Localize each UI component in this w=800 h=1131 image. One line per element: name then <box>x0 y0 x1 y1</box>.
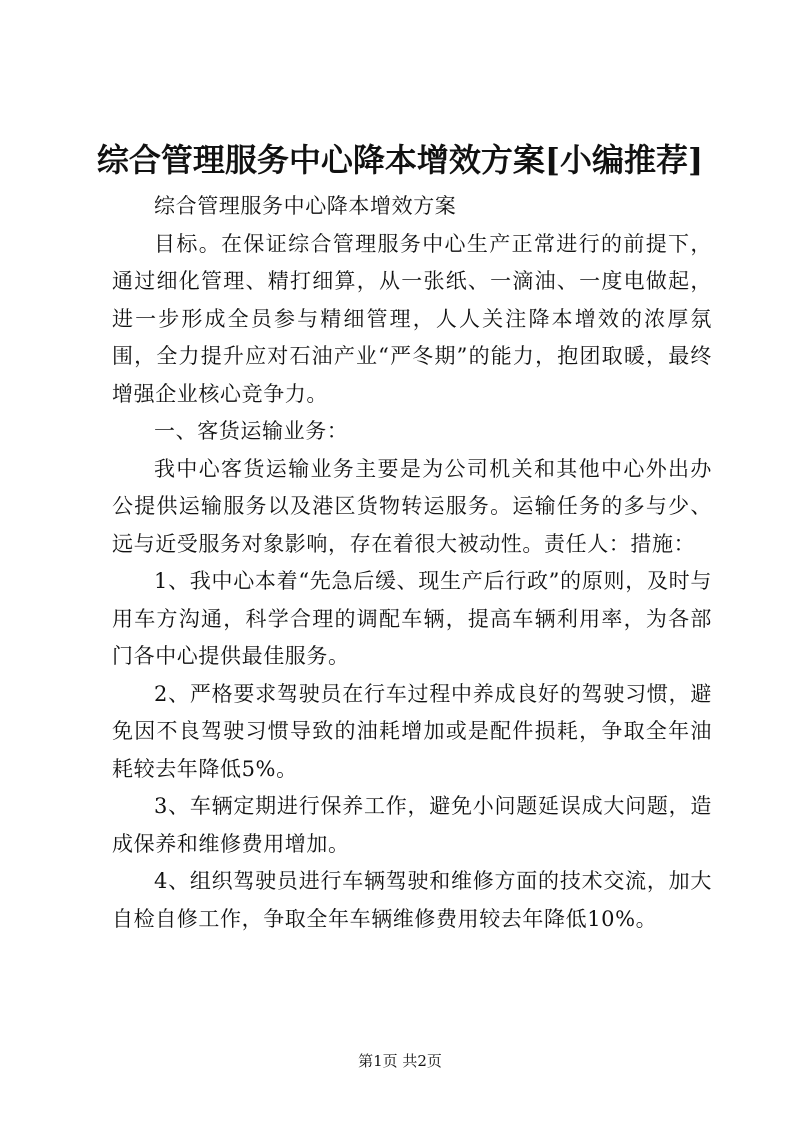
section-heading: 一、客货运输业务： <box>154 419 349 443</box>
subtitle-paragraph: 综合管理服务中心降本增效方案 <box>154 194 457 218</box>
document-title: 综合管理服务中心降本增效方案[小编推荐] <box>96 141 704 179</box>
goal-paragraph: 目标。在保证综合管理服务中心生产正常进行的前提下，通过细化管理、精打细算，从一张纸、一滴油、一度电做起，进一步形成全员参与精细管理，人人关注降本增效的浓厚氛围，全力提升应对石油产业“严冬期”的能力，抱团取暖，最终增强企业核心竞争力。 <box>112 231 712 406</box>
measure-3-paragraph: 3、车辆定期进行保养工作，避免小问题延误成大问题，造成保养和维修费用增加。 <box>112 794 712 856</box>
measure-2-paragraph: 2、严格要求驾驶员在行车过程中养成良好的驾驶习惯，避免因不良驾驶习惯导致的油耗增加或是配件损耗，争取全年油耗较去年降低5%。 <box>112 681 712 781</box>
document-body <box>112 188 712 938</box>
measure-1-paragraph: 1、我中心本着“先急后缓、现生产后行政”的原则，及时与用车方沟通，科学合理的调配车辆，提高车辆利用率，为各部门各中心提供最佳服务。 <box>112 569 712 668</box>
measure-4-paragraph: 4、组织驾驶员进行车辆驾驶和维修方面的技术交流，加大自检自修工作，争取全年车辆维修费用较去年降低10%。 <box>112 869 712 931</box>
transport-paragraph: 我中心客货运输业务主要是为公司机关和其他中心外出办公提供运输服务以及港区货物转运服务。运输任务的多与少、远与近受服务对象影响，存在着很大被动性。责任人：措施： <box>112 456 712 556</box>
page-footer: 第1页 共2页 <box>358 1052 442 1070</box>
